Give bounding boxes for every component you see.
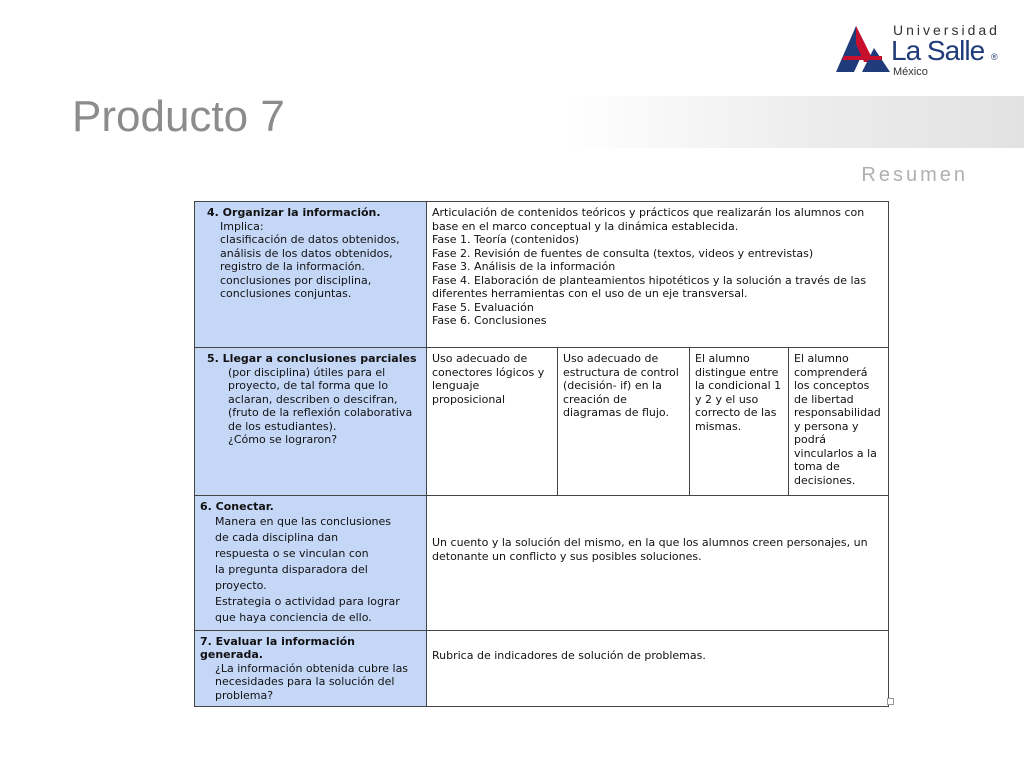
- slide-subtitle: Resumen: [861, 164, 968, 186]
- content-line: Articulación de contenidos teóricos y prácticos que realizarán los alumnos con base en el marco conceptual y la dinámica establecida.: [432, 206, 865, 233]
- row-label-conectar: [195, 496, 427, 631]
- row-line: conclusiones conjuntas.: [220, 287, 352, 300]
- table-row: [195, 348, 889, 496]
- row-line: proyecto, de tal forma que lo: [228, 379, 389, 392]
- table-row: [195, 496, 889, 631]
- row-line: de cada disciplina dan: [215, 530, 339, 544]
- row-label-conclusiones: [195, 348, 427, 496]
- row-line: Manera en que las conclusiones: [215, 514, 392, 528]
- logo-top-text: Universidad: [893, 22, 1000, 38]
- row-title: 6. Conectar.: [200, 500, 274, 513]
- row-line: (por disciplina) útiles para el: [228, 365, 386, 379]
- row-line: (fruto de la reflexión colaborativa: [228, 406, 413, 419]
- content-line: Fase 3. Análisis de la información: [432, 260, 616, 273]
- logo-registered-mark: ®: [991, 52, 998, 62]
- row-title: 5. Llegar a conclusiones parciales: [207, 352, 417, 365]
- logo-bottom-text: México: [893, 66, 928, 78]
- criteria-cell-conectores: Uso adecuado de conectores lógicos y lenguaje proposicional: [427, 348, 558, 496]
- content-line: Fase 4. Elaboración de planteamientos hipotéticos y la solución a través de las diferentes herramientas con el uso de un eje transversal.: [432, 273, 867, 300]
- row-line: problema?: [215, 688, 274, 702]
- row-title: 7. Evaluar la información generada.: [200, 634, 356, 661]
- criteria-cell-libertad: El alumno comprenderá los conceptos de libertad responsabilidad y persona y podrá vincularlos a la toma de decisiones.: [789, 348, 889, 496]
- row-line: que haya conciencia de ello.: [215, 610, 372, 624]
- row-line: ¿Cómo se lograron?: [228, 433, 338, 446]
- criteria-cell-estructura: Uso adecuado de estructura de control (decisión- if) en la creación de diagramas de flujo.: [558, 348, 690, 496]
- row-line: análisis de los datos obtenidos,: [220, 246, 393, 260]
- row-line: proyecto.: [215, 578, 267, 592]
- row-line: de los estudiantes).: [228, 419, 337, 433]
- table-row: [195, 630, 889, 707]
- row-line: registro de la información.: [220, 260, 365, 273]
- content-line: Fase 2. Revisión de fuentes de consulta (textos, videos y entrevistas): [432, 246, 814, 260]
- row-title: 4. Organizar la información.: [207, 206, 381, 219]
- content-line: Fase 1. Teoría (contenidos): [432, 233, 580, 246]
- row-label-organizar: [195, 202, 427, 348]
- row-line: clasificación de datos obtenidos,: [220, 233, 400, 246]
- row-label-evaluar: [195, 630, 427, 707]
- content-line: Fase 6. Conclusiones: [432, 314, 547, 327]
- row-line: necesidades para la solución del: [215, 675, 395, 688]
- slide-marker-handle: [887, 698, 894, 705]
- row-content-evaluar: Rubrica de indicadores de solución de problemas.: [427, 630, 889, 707]
- row-content-organizar: [427, 202, 889, 348]
- row-content-conectar: Un cuento y la solución del mismo, en la que los alumnos creen personajes, un detonante un conflicto y sus posibles soluciones.: [427, 496, 889, 631]
- row-line: Implica:: [220, 219, 264, 233]
- project-summary-table: [194, 201, 889, 707]
- row-line: la pregunta disparadora del: [215, 562, 368, 576]
- table-row: [195, 202, 889, 348]
- row-line: conclusiones por disciplina,: [220, 273, 372, 287]
- lasalle-emblem-icon: [836, 22, 890, 76]
- row-line: respuesta o se vinculan con: [215, 546, 369, 560]
- criteria-cell-condicional: El alumno distingue entre la condicional 1 y 2 y el uso correcto de las mismas.: [690, 348, 789, 496]
- logo-main-text: La Salle: [891, 35, 985, 66]
- university-logo: [836, 22, 1006, 80]
- row-line: ¿La información obtenida cubre las: [215, 661, 409, 675]
- content-line: Fase 5. Evaluación: [432, 300, 534, 314]
- slide-title: Producto 7: [72, 92, 285, 141]
- row-line: aclaran, describen o descifran,: [228, 392, 398, 406]
- row-line: Estrategia o actividad para lograr: [215, 594, 400, 608]
